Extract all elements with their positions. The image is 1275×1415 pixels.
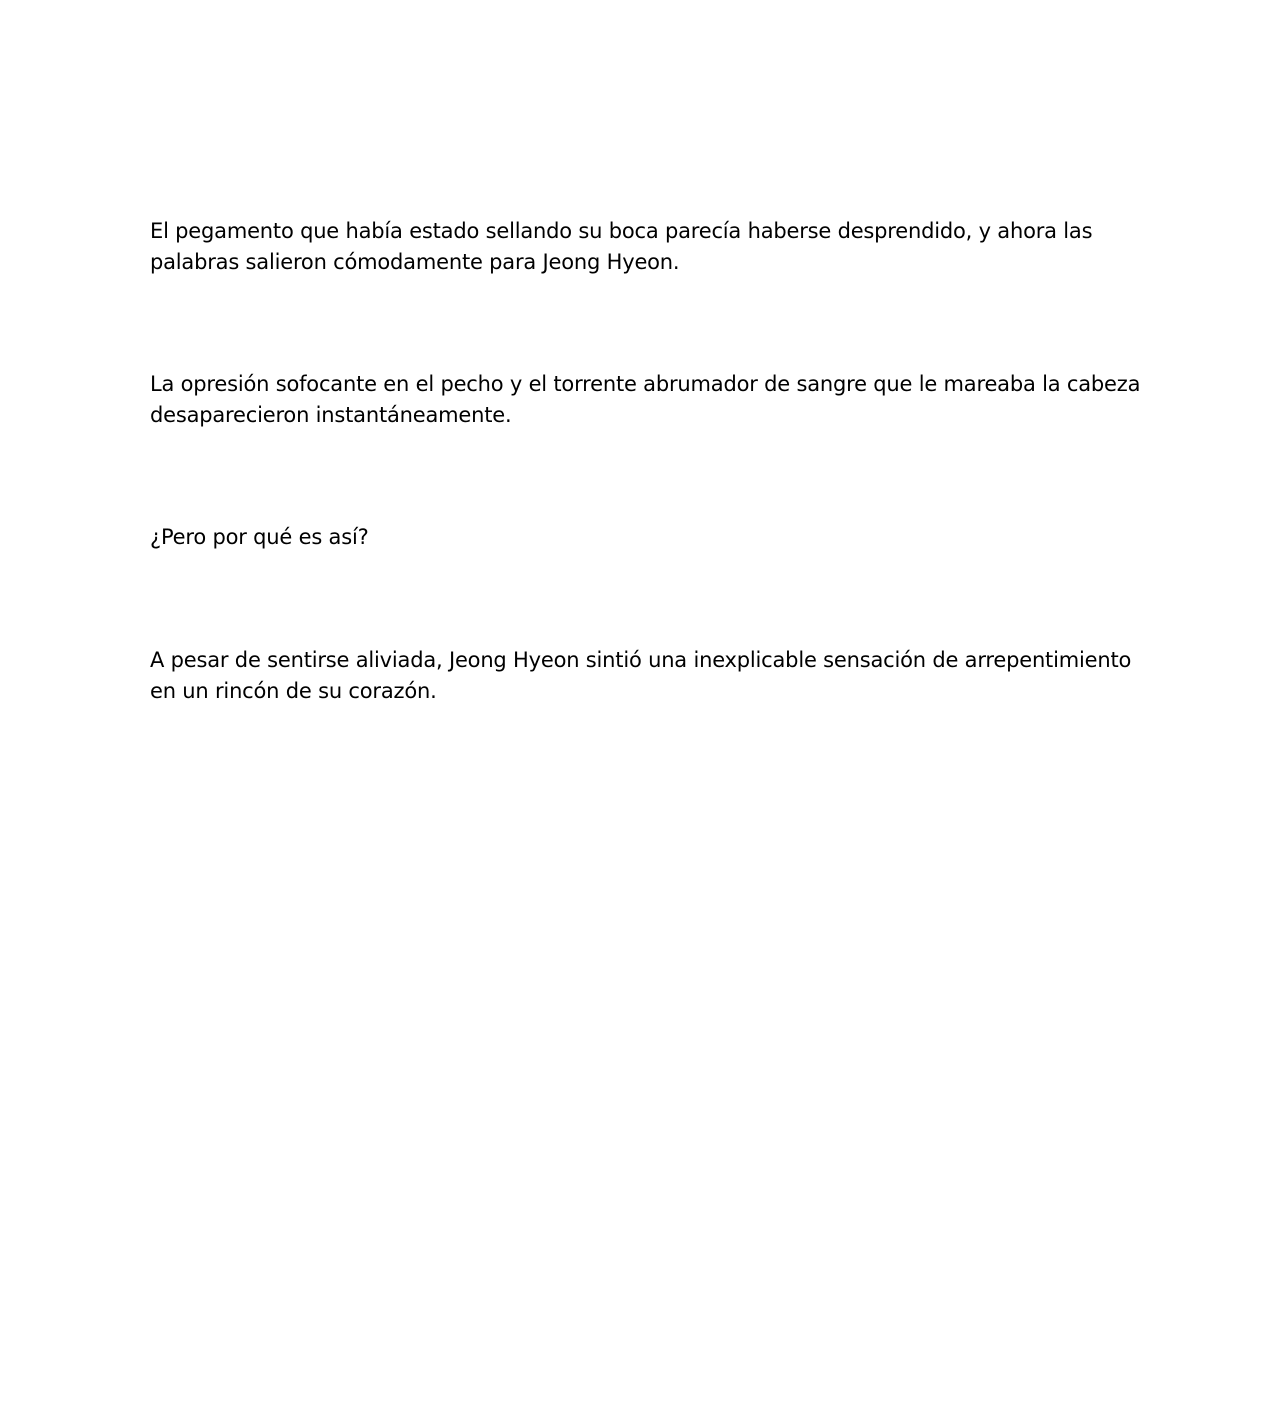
paragraph-3: [150, 522, 1140, 553]
paragraph-line: A pesar de sentirse aliviada, Jeong Hyeon sintió una inexplicable sensación de arrepentimiento: [150, 648, 1132, 672]
paragraph-2: [150, 369, 1140, 431]
paragraph-4: [150, 645, 1140, 707]
paragraph-line: desaparecieron instantáneamente.: [150, 403, 512, 427]
paragraph-line: en un rincón de su corazón.: [150, 679, 437, 703]
paragraph-line: La opresión sofocante en el pecho y el torrente abrumador de sangre que le mareaba la cabeza: [150, 372, 1141, 396]
paragraph-line: ¿Pero por qué es así?: [150, 525, 369, 549]
paragraph-line: palabras salieron cómodamente para Jeong Hyeon.: [150, 250, 680, 274]
paragraph-line: El pegamento que había estado sellando su boca parecía haberse desprendido, y ahora las: [150, 219, 1093, 243]
paragraph-1: [150, 216, 1140, 278]
